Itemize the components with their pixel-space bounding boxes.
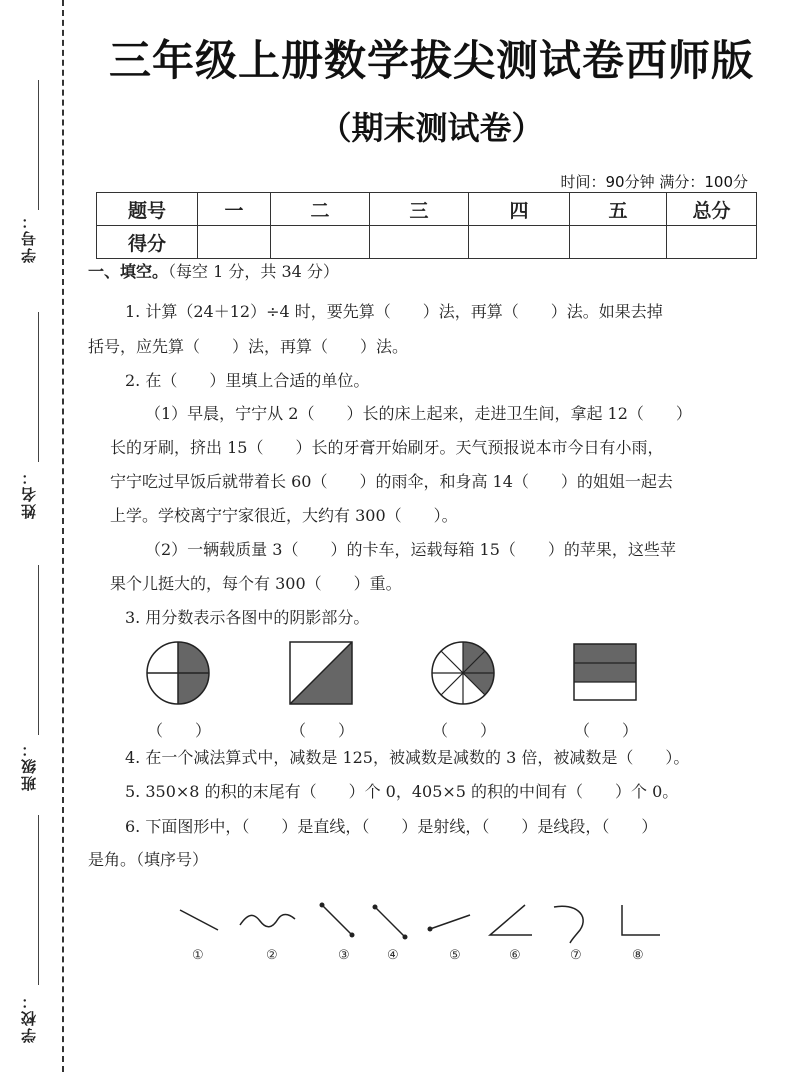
score-cell[interactable] xyxy=(370,226,469,259)
score-cell[interactable] xyxy=(198,226,271,259)
table-header-cell: 总分 xyxy=(667,193,757,226)
question-2-1-line-1: （1）早晨，宁宁从 2（ ）长的床上起来，走进卫生间，拿起 12（ ） xyxy=(145,404,692,423)
class-blank xyxy=(38,565,39,735)
table-header-cell: 一 xyxy=(198,193,271,226)
question-5: 5. 350×8 的积的末尾有（ ）个 0，405×5 的积的中间有（ ）个 0。 xyxy=(125,782,679,801)
line-figure-1 xyxy=(180,910,218,930)
score-table-header-row xyxy=(97,193,757,226)
table-header-cell: 三 xyxy=(370,193,469,226)
figure-number: ① xyxy=(192,948,204,963)
table-header-cell: 题号 xyxy=(97,193,198,226)
question-1-line-1: 1. 计算（24＋12）÷4 时，要先算（ ）法，再算（ ）法。如果去掉 xyxy=(125,302,663,321)
quarter-circle-figure xyxy=(145,640,211,706)
section-note: （每空 1 分，共 34 分） xyxy=(168,262,339,281)
answer-blank[interactable]: （ ） xyxy=(574,721,639,740)
table-header-cell: 四 xyxy=(469,193,570,226)
table-header-cell: 二 xyxy=(271,193,370,226)
q6-figures xyxy=(170,895,670,950)
ray-figure-5 xyxy=(430,915,470,929)
class-label: 班级： xyxy=(20,740,38,791)
section-title: 一、填空。 xyxy=(88,262,169,281)
question-6-line-2: 是角。（填序号） xyxy=(88,850,209,869)
figure-number: ② xyxy=(266,948,278,963)
wave-figure-2 xyxy=(240,915,295,927)
score-table xyxy=(96,192,757,259)
question-2-1-line-2: 长的牙刷，挤出 15（ ）长的牙膏开始刷牙。天气预报说本市今日有小雨， xyxy=(110,438,664,457)
score-cell[interactable] xyxy=(570,226,667,259)
question-1-line-2: 括号，应先算（ ）法，再算（ ）法。 xyxy=(88,337,409,356)
score-cell[interactable] xyxy=(271,226,370,259)
curve-figure-7 xyxy=(554,906,583,943)
time-info: 时间：90分钟 满分：100分 xyxy=(560,173,748,191)
question-2-1-line-3: 宁宁吃过早饭后就带着长 60（ ）的雨伞，和身高 14（ ）的姐姐一起去 xyxy=(110,472,673,491)
angle-figure-8 xyxy=(622,905,660,935)
answer-blank[interactable]: （ ） xyxy=(290,721,355,740)
bars-figure xyxy=(572,642,638,702)
name-label: 姓名： xyxy=(20,468,38,519)
question-2-1-line-4: 上学。学校离宁宁家很近，大约有 300（ ）。 xyxy=(110,506,458,525)
figure-number: ④ xyxy=(387,948,399,963)
table-header-cell: 五 xyxy=(570,193,667,226)
question-6-line-1: 6. 下面图形中，（ ）是直线，（ ）是射线，（ ）是线段，（ ） xyxy=(125,817,658,836)
page-subtitle: （期末测试卷） xyxy=(319,109,544,147)
figure-number: ⑤ xyxy=(449,948,461,963)
answer-blank[interactable]: （ ） xyxy=(432,721,497,740)
score-cell[interactable] xyxy=(469,226,570,259)
segment-figure-3 xyxy=(322,905,352,935)
binding-dashed-line xyxy=(62,0,64,1072)
student-id-label: 学号： xyxy=(20,212,38,263)
angle-figure-6 xyxy=(490,905,532,935)
figure-number: ③ xyxy=(338,948,350,963)
question-4: 4. 在一个减法算式中，减数是 125，被减数是减数的 3 倍，被减数是（ ）。 xyxy=(125,748,690,767)
question-2-heading: 2. 在（ ）里填上合适的单位。 xyxy=(125,371,370,390)
figure-number: ⑧ xyxy=(632,948,644,963)
score-table-score-row xyxy=(97,226,757,259)
eighths-circle-figure xyxy=(430,640,496,706)
question-2-2-line-2: 果个儿挺大的，每个有 300（ ）重。 xyxy=(110,574,402,593)
table-row-label: 得分 xyxy=(97,226,198,259)
answer-blank[interactable]: （ ） xyxy=(147,721,212,740)
school-blank xyxy=(38,815,39,985)
segment-figure-4 xyxy=(375,907,405,937)
question-3-heading: 3. 用分数表示各图中的阴影部分。 xyxy=(125,608,370,627)
score-cell[interactable] xyxy=(667,226,757,259)
school-label: 学校： xyxy=(20,992,38,1043)
name-blank xyxy=(38,312,39,462)
figure-number: ⑦ xyxy=(570,948,582,963)
triangle-square-figure xyxy=(288,640,354,706)
question-2-2-line-1: （2）一辆载质量 3（ ）的卡车，运载每箱 15（ ）的苹果，这些苹 xyxy=(145,540,676,559)
page-title: 三年级上册数学拔尖测试卷西师版 xyxy=(108,36,754,85)
figure-number: ⑥ xyxy=(509,948,521,963)
section-heading xyxy=(88,262,339,282)
